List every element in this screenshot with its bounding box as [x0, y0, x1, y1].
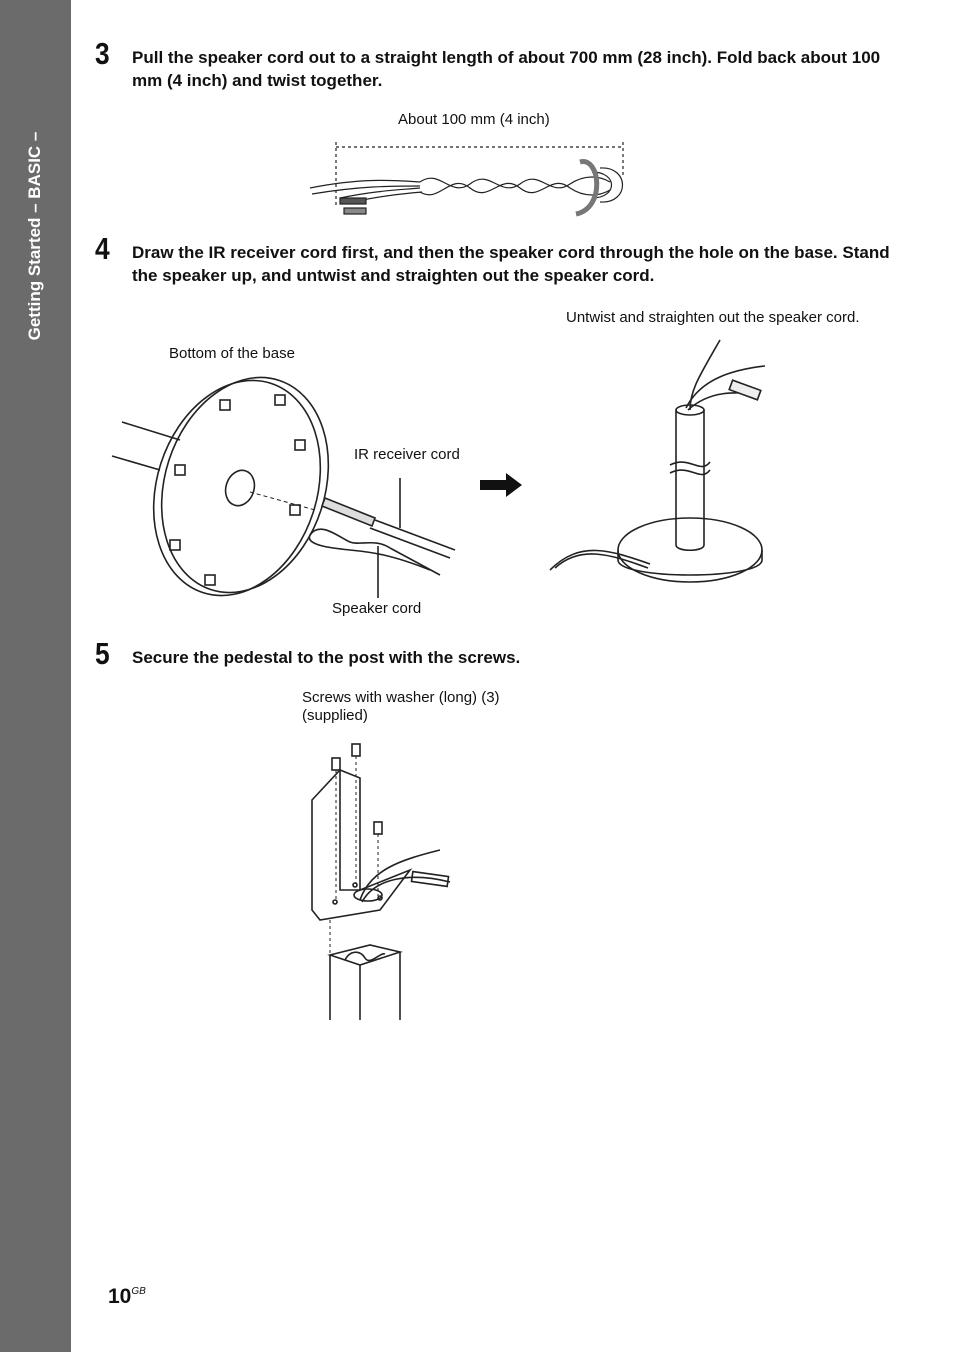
- twist-length-caption: About 100 mm (4 inch): [398, 111, 550, 128]
- screws-caption-line2: (supplied): [302, 707, 368, 724]
- step-5-number: 5: [95, 636, 110, 671]
- step-3-text: Pull the speaker cord out to a straight length of about 700 mm (28 inch). Fold back about 100 mm (4 inch) and twist together.: [132, 48, 881, 90]
- twisted-cord-illustration: [300, 138, 640, 223]
- step-3-number: 3: [95, 36, 110, 71]
- step-5-text: Secure the pedestal to the post with the screws.: [132, 648, 521, 667]
- pedestal-screws-illustration: [300, 740, 470, 1025]
- base-bottom-illustration: [100, 370, 470, 600]
- page-number: [108, 1285, 146, 1309]
- bottom-base-caption: Bottom of the base: [169, 345, 295, 362]
- page-number-value: 10: [108, 1285, 132, 1308]
- direction-arrow-icon: [480, 473, 522, 497]
- region-code: GB: [131, 1286, 146, 1297]
- section-label: Getting Started – BASIC –: [25, 131, 44, 341]
- step-4-number: 4: [95, 231, 110, 266]
- standing-speaker-illustration: [550, 340, 780, 590]
- untwist-caption: Untwist and straighten out the speaker cord.: [566, 309, 860, 326]
- ir-cord-caption: IR receiver cord: [354, 446, 460, 463]
- speaker-cord-caption: Speaker cord: [332, 600, 422, 617]
- screws-caption-line1: Screws with washer (long) (3): [302, 689, 500, 706]
- sidebar-tab: [0, 0, 71, 1352]
- step-4-text: Draw the IR receiver cord first, and then the speaker cord through the hole on the base. Stand the speaker up, and untwist and straighten out the speaker cord.: [132, 243, 890, 285]
